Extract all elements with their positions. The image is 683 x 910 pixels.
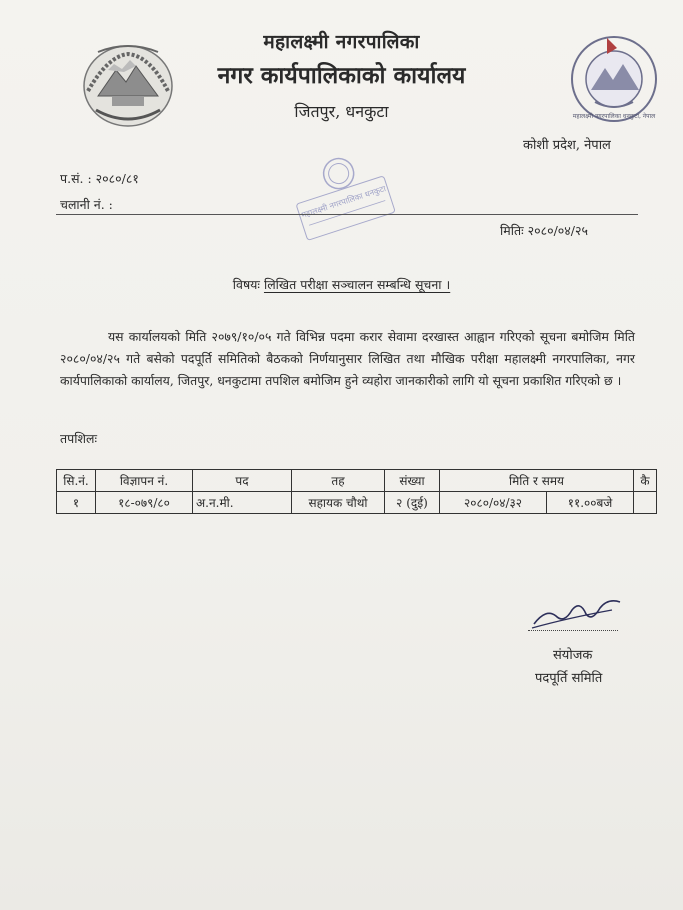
table-header-row	[57, 470, 657, 492]
province-text: कोशी प्रदेश, नेपाल	[523, 138, 611, 153]
table-cell: २ (दुई)	[385, 492, 440, 514]
table-row	[57, 492, 657, 514]
subject-line	[0, 276, 683, 293]
exam-schedule-table	[56, 469, 657, 514]
table-header: विज्ञापन नं.	[96, 470, 193, 492]
stamp-text: महालक्ष्मी नगरपालिका धनकुटा	[300, 184, 387, 220]
table-cell: सहायक चौथो	[292, 492, 385, 514]
signature-icon	[528, 590, 628, 632]
table-cell: २०८०/०४/३२	[440, 492, 547, 514]
office-name: नगर कार्यपालिकाको कार्यालय	[217, 62, 466, 89]
municipality-name: महालक्ष्मी नगरपालिका	[263, 31, 420, 53]
table-header: मिति र समय	[440, 470, 634, 492]
subject-prefix: विषयः	[232, 277, 260, 292]
signatory-title: संयोजक	[553, 648, 593, 663]
committee-name: पदपूर्ति समिति	[535, 671, 603, 686]
table-header: तह	[292, 470, 385, 492]
header-rule	[56, 214, 638, 215]
table-header: संख्या	[385, 470, 440, 492]
letter-date: मितिः २०८०/०४/२५	[500, 223, 588, 238]
reference-number: प.सं. : २०८०/८१	[60, 171, 139, 186]
table-header: सि.नं.	[57, 470, 96, 492]
right-logo-text: महालक्ष्मी नगरपालिका धनकुटा, नेपाल	[572, 113, 656, 120]
table-cell: अ.न.मी.	[193, 492, 292, 514]
details-label: तपशिलः	[60, 431, 97, 446]
table-cell: १	[57, 492, 96, 514]
table-header: कै	[634, 470, 657, 492]
office-location: जितपुर, धनकुटा	[294, 102, 389, 121]
signature-line	[528, 630, 618, 631]
table-cell: १८-०७९/८०	[96, 492, 193, 514]
table-header: पद	[193, 470, 292, 492]
dispatch-number: चलानी नं. :	[60, 197, 113, 212]
subject-text: लिखित परीक्षा सञ्चालन सम्बन्धि सूचना ।	[263, 277, 451, 292]
notice-body: यस कार्यालयको मिति २०७९/१०/०५ गते विभिन्न पदमा करार सेवामा दरखास्त आह्वान गरिएको सूचना बमोजिम मिति २०८०/०४/२५ गते बसेको पदपूर्ति समितिको बैठकको निर्णयानुसार लिखित तथा मौखिक परीक्षा महालक्ष्मी नगरपालिका, नगर कार्यपालिकाको कार्यालय, जितपुर, धनकुटामा तपशिल बमोजिम हुने व्यहोरा जानकारीको लागि यो सूचना प्रकाशित गरिएको छ ।	[60, 329, 635, 388]
table-cell	[634, 492, 657, 514]
office-stamp-icon	[286, 152, 396, 242]
table-cell: ११.००बजे	[547, 492, 634, 514]
